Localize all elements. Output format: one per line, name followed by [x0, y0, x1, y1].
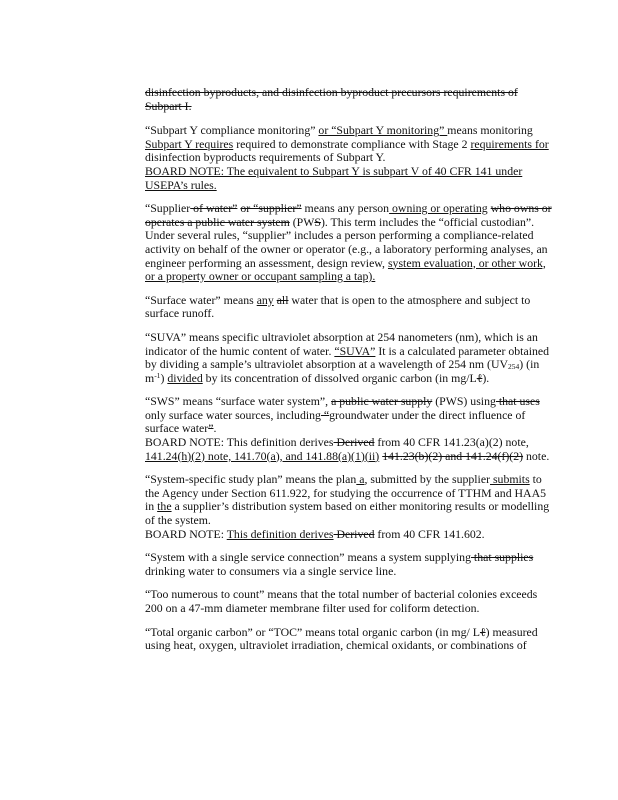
text-run: “Total organic carbon” or “TOC” means total organic carbon (in mg/ L — [145, 624, 480, 639]
definition-paragraph — [145, 473, 553, 541]
inserted-text: submits — [490, 472, 530, 487]
inserted-text: BOARD NOTE: The equivalent to Subpart Y is subpart V of 40 CFR 141 under USEPA’s rules. — [145, 163, 523, 192]
text-run: “SWS” means “surface water system”, — [145, 394, 332, 409]
text-run: means any person — [301, 201, 390, 216]
deleted-text: Derived — [333, 526, 375, 541]
text-run: required to demonstrate compliance with Stage 2 — [233, 136, 471, 151]
deleted-text: ” — [208, 421, 214, 436]
definition-paragraph — [145, 395, 553, 463]
text-run: note. — [523, 448, 550, 463]
text-run: “SUVA” means specific ultraviolet absorption at 254 nanometers (nm), which is an indicator of the humic content of water. — [145, 329, 538, 358]
inserted-text: divided — [167, 370, 203, 385]
definition-paragraph — [145, 588, 553, 615]
deleted-text: 141.23(b)(2) and 141.24(f)(2) — [382, 448, 524, 463]
text-run: ) measured using heat, oxygen, ultraviolet irradiation, chemical oxidants, or combinations of — [145, 624, 538, 653]
text-run: ) (in m — [145, 357, 540, 385]
deleted-text: all — [276, 292, 289, 307]
text-run: from 40 CFR 141.602. — [374, 526, 485, 541]
definition-paragraph — [145, 202, 553, 284]
text-run: -1 — [154, 370, 161, 380]
inserted-text: the — [157, 499, 172, 514]
document-body — [145, 86, 553, 663]
inserted-text: Subpart Y requires — [145, 136, 234, 151]
definition-paragraph — [145, 294, 553, 321]
text-run: , submitted by the supplier — [364, 472, 490, 487]
text-run: BOARD NOTE: This definition derives — [145, 435, 334, 450]
text-run: “Subpart Y compliance monitoring” — [145, 123, 319, 138]
inserted-text: 141.24(h)(2) note, 141.70(a), and 141.88(a)(1)(ii) — [145, 448, 380, 463]
deleted-text: Derived — [333, 435, 375, 450]
deleted-text: or “supplier” — [240, 201, 302, 216]
text-run: It is a calculated parameter obtained by dividing a sample’s ultraviolet absorption at a wavelength of 254 nm (UV — [145, 343, 550, 372]
deleted-text: of water” — [190, 201, 238, 216]
inserted-text: “SUVA” — [334, 343, 376, 358]
inserted-text: or “Subpart Y monitoring” — [318, 123, 448, 138]
text-run: BOARD NOTE: — [145, 526, 227, 541]
text-run: “Supplier — [145, 201, 191, 216]
deleted-text: that uses — [495, 394, 540, 409]
definition-paragraph — [145, 331, 553, 385]
text-run: disinfection byproducts requirements of Subpart Y. — [145, 150, 386, 165]
deleted-text: S — [314, 214, 321, 229]
definition-paragraph — [145, 626, 553, 653]
deleted-text: “ — [320, 407, 330, 422]
text-run: (PWS) using — [432, 394, 496, 409]
inserted-text: This definition derives — [226, 526, 334, 541]
text-run: drinking water to consumers via a single service line. — [145, 563, 397, 578]
text-run: from 40 CFR 141.23(a)(2) note, — [374, 435, 529, 450]
deleted-text: that supplies — [470, 550, 534, 565]
text-run: only surface water sources, including — [145, 407, 321, 422]
text-run: “System-specific study plan” means the plan — [145, 472, 357, 487]
text-run: ) — [160, 370, 168, 385]
text-run: “System with a single service connection” means a system supplying — [145, 550, 471, 565]
deleted-text: ℓ — [476, 370, 483, 385]
text-run: (PW — [289, 214, 315, 229]
inserted-text: owning or operating — [389, 201, 488, 216]
inserted-text: a — [356, 472, 365, 487]
text-run: to the Agency under Section 611.922, for studying the occurrence of TTHM and HAA5 in — [145, 472, 546, 514]
text-run: groundwater under the direct influence of surface water — [145, 407, 526, 436]
text-run: means monitoring — [447, 123, 533, 138]
text-run: ). — [482, 370, 490, 385]
text-run: a supplier’s distribution system based on either monitoring results or modelling of the system. — [145, 499, 550, 528]
text-run: “Surface water” means — [145, 292, 257, 307]
text-run: by its concentration of dissolved organic carbon (in mg/L — [202, 370, 477, 385]
text-run: water that is open to the atmosphere and subject to surface runoff. — [145, 292, 531, 321]
text-run: “Too numerous to count” means that the total number of bacterial colonies exceeds 200 on a 47-mm diameter membrane filter used for coliform detection. — [145, 587, 538, 615]
inserted-text: any — [256, 292, 274, 307]
deleted-text: ℓ — [479, 624, 486, 639]
inserted-text: system evaluation, or other work, or a property owner or occupant sampling a tap). — [145, 255, 546, 284]
deleted-text: who owns or operates a public water system — [145, 201, 552, 229]
deleted-text: a public water supply — [331, 394, 433, 409]
inserted-text: requirements for — [470, 136, 549, 151]
deleted-text: disinfection byproducts, and disinfection byproduct precursors requirements of Subpart I. — [145, 85, 518, 113]
text-run: 254 — [508, 362, 520, 372]
text-run: . — [213, 421, 217, 436]
text-run: ). This term includes the “official custodian”. Under several rules, “supplier” includes a person performing a compliance-related activity on behalf of the owner or operator (e.g., a laboratory performing analyses, an engineer performing an assessment, design review, — [145, 214, 548, 270]
definition-paragraph — [145, 124, 553, 192]
definition-paragraph — [145, 551, 553, 578]
definition-paragraph — [145, 86, 553, 113]
